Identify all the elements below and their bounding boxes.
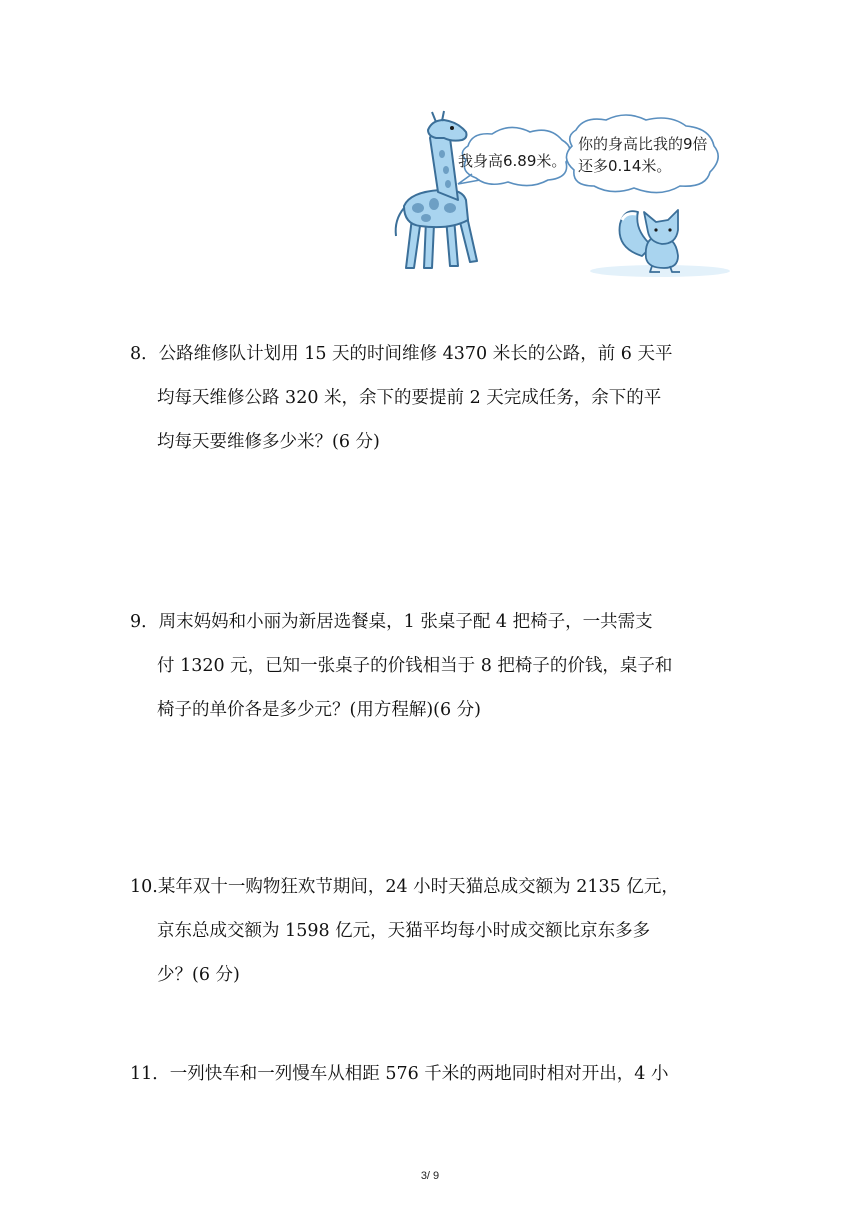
question-9-line-3: 椅子的单价各是多少元？(用方程解)(6 分) (157, 700, 482, 720)
fox-bubble-text: 你的身高比我的9倍还多0.14米。 (578, 135, 708, 175)
question-10-line-2: 京东总成交额为 1598 亿元，天猫平均每小时成交额比京东多多 (157, 921, 651, 941)
fox-eye-right (668, 228, 671, 231)
question-8-text-1: 公路维修队计划用 15 天的时间维修 4370 米长的公路，前 6 天平 (158, 344, 673, 364)
giraffe-bubble-text: 我身高6.89米。 (458, 152, 567, 170)
giraffe-eye (450, 126, 454, 130)
question-9 (130, 600, 730, 732)
question-8 (130, 332, 730, 464)
fox-figure (619, 210, 680, 272)
giraffe-fox-illustration (380, 108, 740, 288)
question-10-line-3: 少？(6 分) (157, 965, 240, 985)
question-11 (130, 1052, 730, 1096)
question-8-line-3: 均每天要维修多少米？(6 分) (157, 432, 380, 452)
question-11-line-1 (130, 1052, 730, 1096)
question-10-line-1 (130, 865, 730, 909)
question-9-number: 9． (130, 612, 159, 632)
question-11-text-1: 一列快车和一列慢车从相距 576 千米的两地同时相对开出，4 小 (169, 1064, 669, 1084)
question-8-line-2: 均每天维修公路 320 米，余下的要提前 2 天完成任务，余下的平 (157, 388, 662, 408)
question-10 (130, 865, 730, 997)
question-10-number: 10. (130, 877, 158, 897)
question-9-text-1: 周末妈妈和小丽为新居选餐桌，1 张桌子配 4 把椅子，一共需支 (158, 612, 653, 632)
page-number: 3/ 9 (420, 1170, 440, 1182)
question-10-text-1: 某年双十一购物狂欢节期间，24 小时天猫总成交额为 2135 亿元， (157, 877, 679, 897)
question-11-number: 11． (130, 1064, 170, 1084)
giraffe-figure (396, 111, 477, 268)
fox-eye-left (654, 228, 657, 231)
question-8-number: 8． (130, 344, 159, 364)
question-9-line-1 (130, 600, 730, 644)
question-8-line-1 (130, 332, 730, 376)
question-9-line-2: 付 1320 元，已知一张桌子的价钱相当于 8 把椅子的价钱，桌子和 (157, 656, 673, 676)
